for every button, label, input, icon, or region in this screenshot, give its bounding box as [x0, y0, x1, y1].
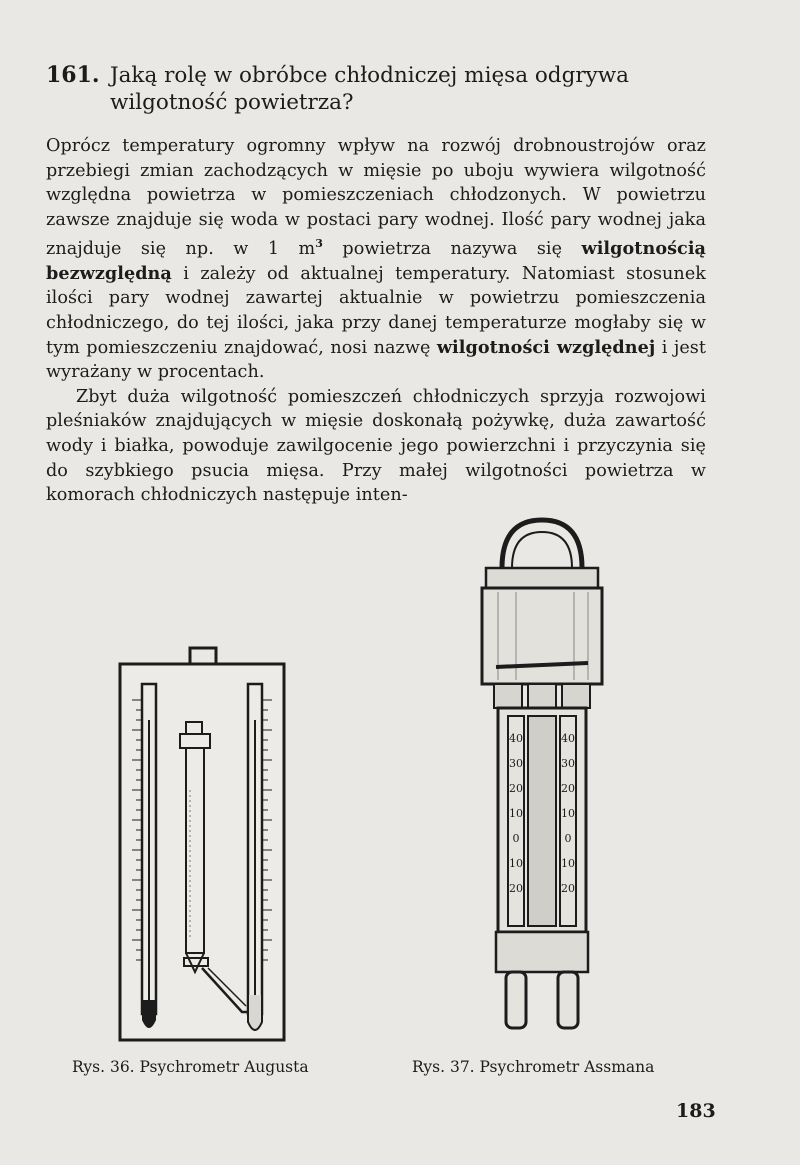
scale-label: 20 [509, 782, 523, 795]
paragraph-1-part-1: Oprócz temperatury ogromny wpływ na rozwój drobnoustrojów oraz przebiegi zmian zachodzących w mięsie po uboju wywiera wilgotność względna powietrza w pomieszczeniach chłodzonych. W powietrzu zawsze znajduje się woda w postaci pary wodnej. Ilość pary wodnej jaka znajduje się np. w 1 m [46, 136, 706, 260]
paragraph-1-part-2: powietrza nazywa się [322, 239, 582, 260]
scale-label: 10 [509, 807, 523, 820]
scale-label: 10 [561, 807, 575, 820]
assman-scale-right [561, 726, 575, 901]
paragraph-1 [46, 134, 706, 385]
scale-label: 10 [509, 857, 523, 870]
scale-label: 20 [561, 882, 575, 895]
term-absolute-humidity: wilgotnością bezwzględną [46, 238, 707, 284]
assman-psychrometer-illustration [476, 512, 608, 1034]
scale-label: 10 [561, 857, 575, 870]
figure-37-caption: Rys. 37. Psychrometr Assmana [412, 1058, 655, 1076]
august-psychrometer-illustration [112, 640, 292, 1045]
scale-label: 30 [561, 757, 575, 770]
scale-label: 0 [564, 832, 572, 845]
body-text [46, 134, 706, 508]
scale-label: 30 [509, 757, 523, 770]
paragraph-1-part-3: i zależy od aktualnej temperatury. Natomiast stosunek ilości pary wodnej zawartej aktualnie w powietrzu pomieszczenia chłodniczego, do tej ilości, jaka przy danej temperaturze mogłaby się w tym pomieszczeniu znajdować, nosi nazwę [46, 263, 706, 358]
page-number: 183 [676, 1100, 716, 1122]
scale-label: 20 [561, 782, 575, 795]
scale-label: 40 [509, 732, 523, 745]
assman-scale-left [509, 726, 523, 901]
question-title: Jaką rolę w obróbce chłodniczej mięsa odgrywa wilgotność powietrza? [110, 63, 629, 115]
question-number: 161. [46, 62, 100, 88]
superscript-3: 3 [315, 237, 323, 251]
figure-36-caption: Rys. 36. Psychrometr Augusta [72, 1058, 309, 1076]
scale-label: 0 [512, 832, 520, 845]
scale-label: 20 [509, 882, 523, 895]
term-relative-humidity: wilgotności względnej [436, 336, 656, 358]
paragraph-1-part-4: i jest wyrażany w procentach. [46, 337, 706, 383]
paragraph-2: Zbyt duża wilgotność pomieszczeń chłodniczych sprzyja rozwojowi pleśniaków znajdujących w mięsie doskonałą pożywkę, duża zawartość wody i białka, powoduje zawilgocenie jego powierzchni i przyczynia się do szybkiego psucia mięsa. Przy małej wilgotności powietrza w komorach chłodniczych następuje inten- [46, 386, 706, 506]
scale-label: 40 [561, 732, 575, 745]
